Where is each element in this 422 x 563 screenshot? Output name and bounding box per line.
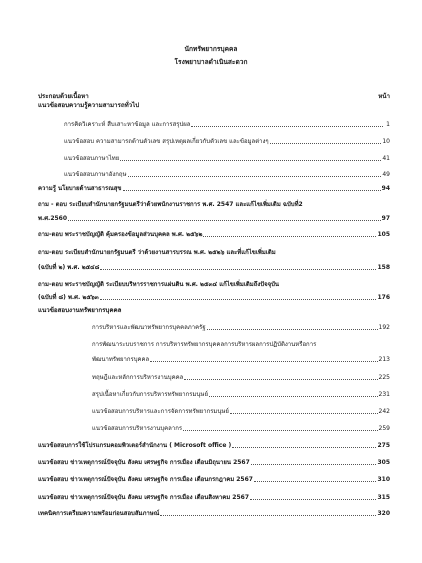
toc-entry-interview[interactable]: เทคนิคการเตรียมความพร้อมก่อนสอบสัมภาษณ์ 320 (38, 510, 390, 517)
toc-entry[interactable]: แนวข้อสอบการบริหารงานบุคลากร 259 (92, 425, 390, 432)
toc-entry-news-august[interactable]: แนวข้อสอบ ข่าวเหตุการณ์ปัจจุบัน สังคม เศรษฐกิจ การเมือง เดือนสิงหาคม 2567 315 (38, 494, 390, 501)
toc-entry[interactable]: แนวข้อสอบ ความสามารถด้านตัวเลข สรุปเหตุผลเกี่ยวกับตัวเลข และข้อมูลต่างๆ 10 (64, 138, 390, 145)
toc-entry-law4[interactable]: (ฉบับที่ ๘) พ.ศ. ๒๕๖๓ 176 (38, 294, 390, 301)
document-title: นักทรัพยากรบุคคล (184, 45, 238, 53)
document-subtitle: โรงพยาบาลดำเนินสะดวก (174, 58, 248, 66)
toc-entry-line1[interactable]: การพัฒนาระบบราชการ การบริหารทรัพยากรบุคคลการบริหารผลการปฏิบัติงานหรือการ (92, 341, 317, 348)
toc-entry[interactable]: แนวข้อสอบภาษาไทย 41 (64, 155, 390, 162)
toc-entry[interactable]: แนวข้อสอบการบริหารและการจัดการทรัพยากรมนุษย์ 242 (92, 408, 390, 415)
toc-entry-law2[interactable]: ถาม-ตอบ พระราชบัญญัติ คุ้มครองข้อมูลส่วนบุคคล พ.ศ. ๒๕๖๒ 105 (38, 231, 390, 238)
toc-entry-law3[interactable]: (ฉบับที่ ๒) พ.ศ. ๒๕๔๘ 158 (38, 264, 390, 271)
toc-entry[interactable]: การคิดวิเคราะห์ สืบเสาะหาข้อมูล และการสรุปผล 1 (64, 121, 390, 128)
toc-entry-law4-line1[interactable]: ถาม-ตอบ พระราชบัญญัติ ระเบียบบริหารราชการแผ่นดิน พ.ศ. ๒๕๓๔ แก้ไขเพิ่มเติมถึงปัจจุบัน (38, 281, 280, 288)
toc-entry-news-june[interactable]: แนวข้อสอบ ข่าวเหตุการณ์ปัจจุบัน สังคม เศรษฐกิจ การเมือง เดือนมิถุนายน 2567 305 (38, 459, 390, 466)
toc-header-contents: ประกอบด้วยเนื้อหา (38, 93, 89, 100)
section-general-ability: แนวข้อสอบความรู้ความสามารถทั่วไป (38, 102, 140, 109)
toc-entry-law3-line1[interactable]: ถาม-ตอบ ระเบียบสำนักนายกรัฐมนตรี ว่าด้วยงานสารบรรณ พ.ศ. ๒๕๒๖ และที่แก้ไขเพิ่มเติม (38, 249, 276, 256)
toc-entry[interactable]: พัฒนาทรัพยากรบุคคล 213 (92, 356, 390, 363)
toc-entry[interactable]: การบริหารและพัฒนาทรัพยากรบุคคลภาครัฐ 192 (92, 324, 390, 331)
toc-entry-law1[interactable]: พ.ศ.2560 97 (38, 215, 390, 222)
section-hr: แนวข้อสอบงานทรัพยากรบุคคล (38, 307, 122, 314)
toc-entry-law1-line1[interactable]: ถาม - ตอบ ระเบียบสำนักนายกรัฐมนตรีว่าด้วยพนักงานราชการ พ.ศ. 2547 และแก้ไขเพิ่มเติม ฉบับที่2 (38, 201, 303, 208)
toc-entry-policy[interactable]: ความรู้ นโยบายด้านสาธารณสุข 94 (38, 185, 390, 192)
toc-entry-news-july[interactable]: แนวข้อสอบ ข่าวเหตุการณ์ปัจจุบัน สังคม เศรษฐกิจ การเมือง เดือนกรกฎาคม 2567 310 (38, 476, 390, 483)
toc-entry-ms-office[interactable]: แนวข้อสอบการใช้โปรแกรมคอมพิวเตอร์สำนักงาน ( Microsoft office ) 275 (38, 442, 390, 449)
toc-entry[interactable]: ทฤษฎีและหลักการบริหารงานบุคคล 225 (92, 374, 390, 381)
toc-entry[interactable]: สรุปเนื้อหาเกี่ยวกับการบริหารทรัพยากรมนุษย์ 231 (92, 391, 390, 398)
toc-entry[interactable]: แนวข้อสอบภาษาอังกฤษ 49 (64, 171, 390, 178)
toc-header-page: หน้า (378, 93, 390, 100)
